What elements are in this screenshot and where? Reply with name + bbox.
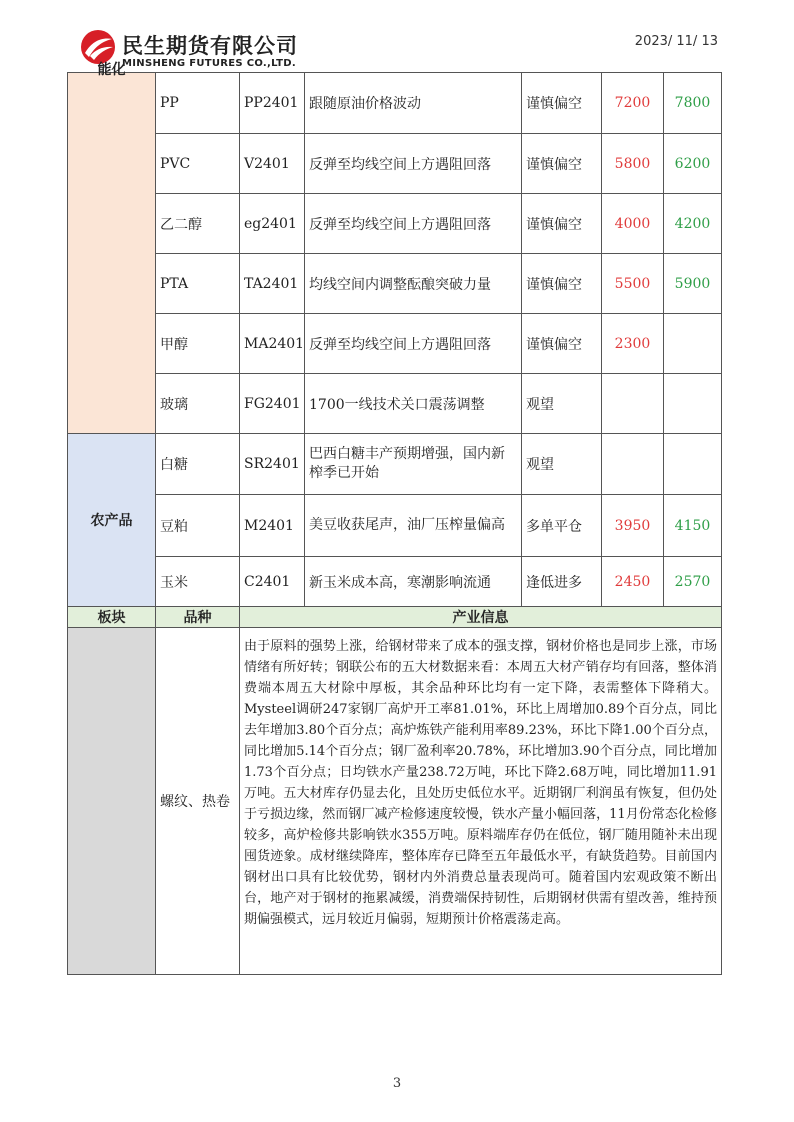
sector-agriculture: 农产品 bbox=[68, 434, 156, 607]
stop-price bbox=[664, 434, 722, 495]
logic-text: 跟随原油价格波动 bbox=[305, 73, 522, 134]
contract-code: V2401 bbox=[240, 134, 305, 194]
stop-price: 5900 bbox=[664, 254, 722, 314]
stop-price bbox=[664, 374, 722, 434]
product-name: 玻璃 bbox=[156, 374, 240, 434]
logic-text: 美豆收获尾声，油厂压榨量偏高 bbox=[305, 495, 522, 557]
contract-code: C2401 bbox=[240, 557, 305, 607]
strategy-text: 谨慎偏空 bbox=[522, 73, 602, 134]
strategy-text: 观望 bbox=[522, 434, 602, 495]
stop-price: 7800 bbox=[664, 73, 722, 134]
logic-text: 均线空间内调整酝酿突破力量 bbox=[305, 254, 522, 314]
pressure-price: 5800 bbox=[602, 134, 664, 194]
sector-energy: 能化 bbox=[68, 73, 156, 434]
industry-row bbox=[68, 628, 722, 975]
logic-text: 新玉米成本高，寒潮影响流通 bbox=[305, 557, 522, 607]
logic-text: 巴西白糖丰产预期增强，国内新榨季已开始 bbox=[305, 434, 522, 495]
table-row bbox=[68, 134, 722, 194]
pressure-price: 2450 bbox=[602, 557, 664, 607]
minsheng-logo-icon bbox=[80, 29, 116, 65]
table-row bbox=[68, 254, 722, 314]
pressure-price: 7200 bbox=[602, 73, 664, 134]
strategy-text: 谨慎偏空 bbox=[522, 254, 602, 314]
product-name: 乙二醇 bbox=[156, 194, 240, 254]
pressure-price bbox=[602, 374, 664, 434]
product-name: PP bbox=[156, 73, 240, 134]
table-row bbox=[68, 495, 722, 557]
product-name: 甲醇 bbox=[156, 314, 240, 374]
product-name: PTA bbox=[156, 254, 240, 314]
logo-chinese-text: 民生期货有限公司 bbox=[122, 34, 298, 58]
table-row bbox=[68, 374, 722, 434]
contract-code: eg2401 bbox=[240, 194, 305, 254]
header-product: 品种 bbox=[156, 607, 240, 628]
contract-code: FG2401 bbox=[240, 374, 305, 434]
strategy-text: 谨慎偏空 bbox=[522, 314, 602, 374]
contract-code: M2401 bbox=[240, 495, 305, 557]
header-sector: 板块 bbox=[68, 607, 156, 628]
stop-price: 2570 bbox=[664, 557, 722, 607]
table-row bbox=[68, 73, 722, 134]
stop-price: 6200 bbox=[664, 134, 722, 194]
industry-sector-cell bbox=[68, 628, 156, 975]
stop-price: 4150 bbox=[664, 495, 722, 557]
pressure-price bbox=[602, 434, 664, 495]
pressure-price: 5500 bbox=[602, 254, 664, 314]
table-row bbox=[68, 314, 722, 374]
contract-code: MA2401 bbox=[240, 314, 305, 374]
pressure-price: 2300 bbox=[602, 314, 664, 374]
strategy-text: 谨慎偏空 bbox=[522, 134, 602, 194]
logic-text: 反弹至均线空间上方遇阻回落 bbox=[305, 314, 522, 374]
table-row bbox=[68, 557, 722, 607]
contract-code: TA2401 bbox=[240, 254, 305, 314]
strategy-text: 谨慎偏空 bbox=[522, 194, 602, 254]
industry-info-text: 由于原料的强势上涨，给钢材带来了成本的强支撑，钢材价格也是同步上涨，市场情绪有所好转；钢联公布的五大材数据来看：本周五大材产销存均有回落，整体消费端本周五大材除中厚板，其余品种环比均有一定下降，表需整体下降稍大。Mysteel调研247家钢厂高炉开工率81.01%，环比上周增加0.89个百分点，同比去年增加3.80个百分点；高炉炼铁产能利用率89.23%，环比下降1.00个百分点，同比增加5.14个百分点；钢厂盈利率20.78%，环比增加3.90个百分点，同比增加1.73个百分点；日均铁水产量238.72万吨，环比下降2.68万吨，同比增加11.91万吨。五大材库存仍显去化，且处历史低位水平。近期钢厂利润虽有恢复，但仍处于亏损边缘，然而钢厂减产检修速度较慢，铁水产量小幅回落，11月份常态化检修较多，高炉检修共影响铁水355万吨。原料端库存仍在低位，钢厂随用随补未出现囤货迹象。成材继续降库，整体库存已降至五年最低水平，有缺货趋势。目前国内钢材出口具有比较优势，钢材内外消费总量表现尚可。随着国内宏观政策不断出台，地产对于钢材的拖累减缓，消费端保持韧性，后期钢材供需有望改善，维持预期偏强模式，远月较近月偏弱，短期预计价格震荡走高。 bbox=[240, 628, 722, 975]
product-name: PVC bbox=[156, 134, 240, 194]
pressure-price: 3950 bbox=[602, 495, 664, 557]
industry-header-row bbox=[68, 607, 722, 628]
pressure-price: 4000 bbox=[602, 194, 664, 254]
strategy-text: 逢低进多 bbox=[522, 557, 602, 607]
logic-text: 反弹至均线空间上方遇阻回落 bbox=[305, 194, 522, 254]
report-date: 2023/ 11/ 13 bbox=[634, 34, 718, 49]
contract-code: PP2401 bbox=[240, 73, 305, 134]
strategy-text: 多单平仓 bbox=[522, 495, 602, 557]
product-name: 玉米 bbox=[156, 557, 240, 607]
product-name: 豆粕 bbox=[156, 495, 240, 557]
strategy-text: 观望 bbox=[522, 374, 602, 434]
table-row bbox=[68, 194, 722, 254]
stop-price: 4200 bbox=[664, 194, 722, 254]
logo-english-text: MINSHENG FUTURES CO.,LTD. bbox=[122, 58, 296, 69]
stop-price bbox=[664, 314, 722, 374]
logic-text: 反弹至均线空间上方遇阻回落 bbox=[305, 134, 522, 194]
contract-code: SR2401 bbox=[240, 434, 305, 495]
header-info: 产业信息 bbox=[240, 607, 722, 628]
page-number: 3 bbox=[392, 1076, 402, 1091]
table-row bbox=[68, 434, 722, 495]
logic-text: 1700一线技术关口震荡调整 bbox=[305, 374, 522, 434]
industry-product: 螺纹、热卷 bbox=[156, 628, 240, 975]
product-name: 白糖 bbox=[156, 434, 240, 495]
